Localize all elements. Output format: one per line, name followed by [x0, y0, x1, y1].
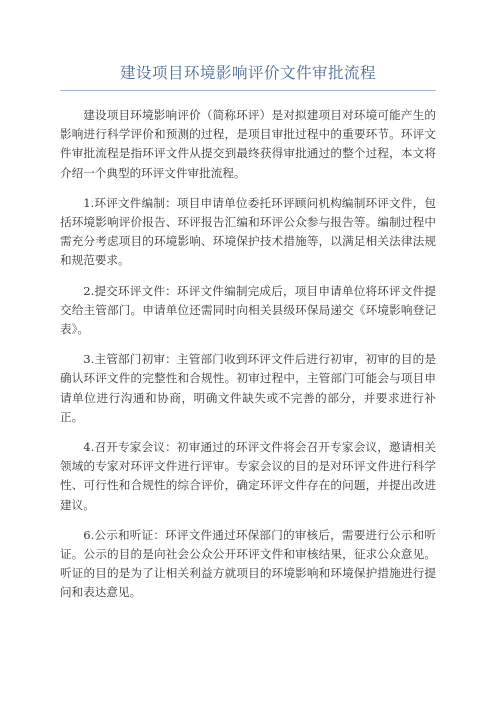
- step-6-paragraph: 6.公示和听证：环评文件通过环保部门的审核后，需要进行公示和听证。公示的目的是向社会公众公开环评文件和审核结果，征求公众意见。听证的目的是为了让相关利益方就项目的环境影响和环境保护措施进行提问和表达意见。: [60, 527, 436, 600]
- step-4-paragraph: 4.召开专家会议：初审通过的环评文件将会召开专家会议，邀请相关领域的专家对环评文件进行评审。专家会议的目的是对环评文件进行科学性、可行性和合规性的综合评价，确定环评文件存在的问题，并提出改进建议。: [60, 440, 436, 512]
- step-3-paragraph: 3.主管部门初审：主管部门收到环评文件后进行初审，初审的目的是确认环评文件的完整性和合规性。初审过程中，主管部门可能会与项目申请单位进行沟通和协商，明确文件缺失或不完善的部分，并要求进行补正。: [60, 352, 436, 424]
- document-title: 建设项目环境影响评价文件审批流程: [60, 62, 436, 91]
- step-2-paragraph: 2.提交环评文件：环评文件编制完成后，项目申请单位将环评文件提交给主管部门。申请单位还需同时向相关县级环保局递交《环境影响登记表》。: [60, 283, 436, 337]
- step-1-paragraph: 1.环评文件编制：项目申请单位委托环评顾问机构编制环评文件，包括环境影响评价报告、环评报告汇编和环评公众参与报告等。编制过程中需充分考虑项目的环境影响、环境保护技术措施等，以满足相关法律法规和规范要求。: [60, 195, 436, 268]
- intro-paragraph: 建设项目环境影响评价（简称环评）是对拟建项目对环境可能产生的影响进行科学评价和预测的过程，是项目审批过程中的重要环节。环评文件审批流程是指环评文件从提交到最终获得审批通过的整个过程，本文将介绍一个典型的环评文件审批流程。: [60, 108, 436, 180]
